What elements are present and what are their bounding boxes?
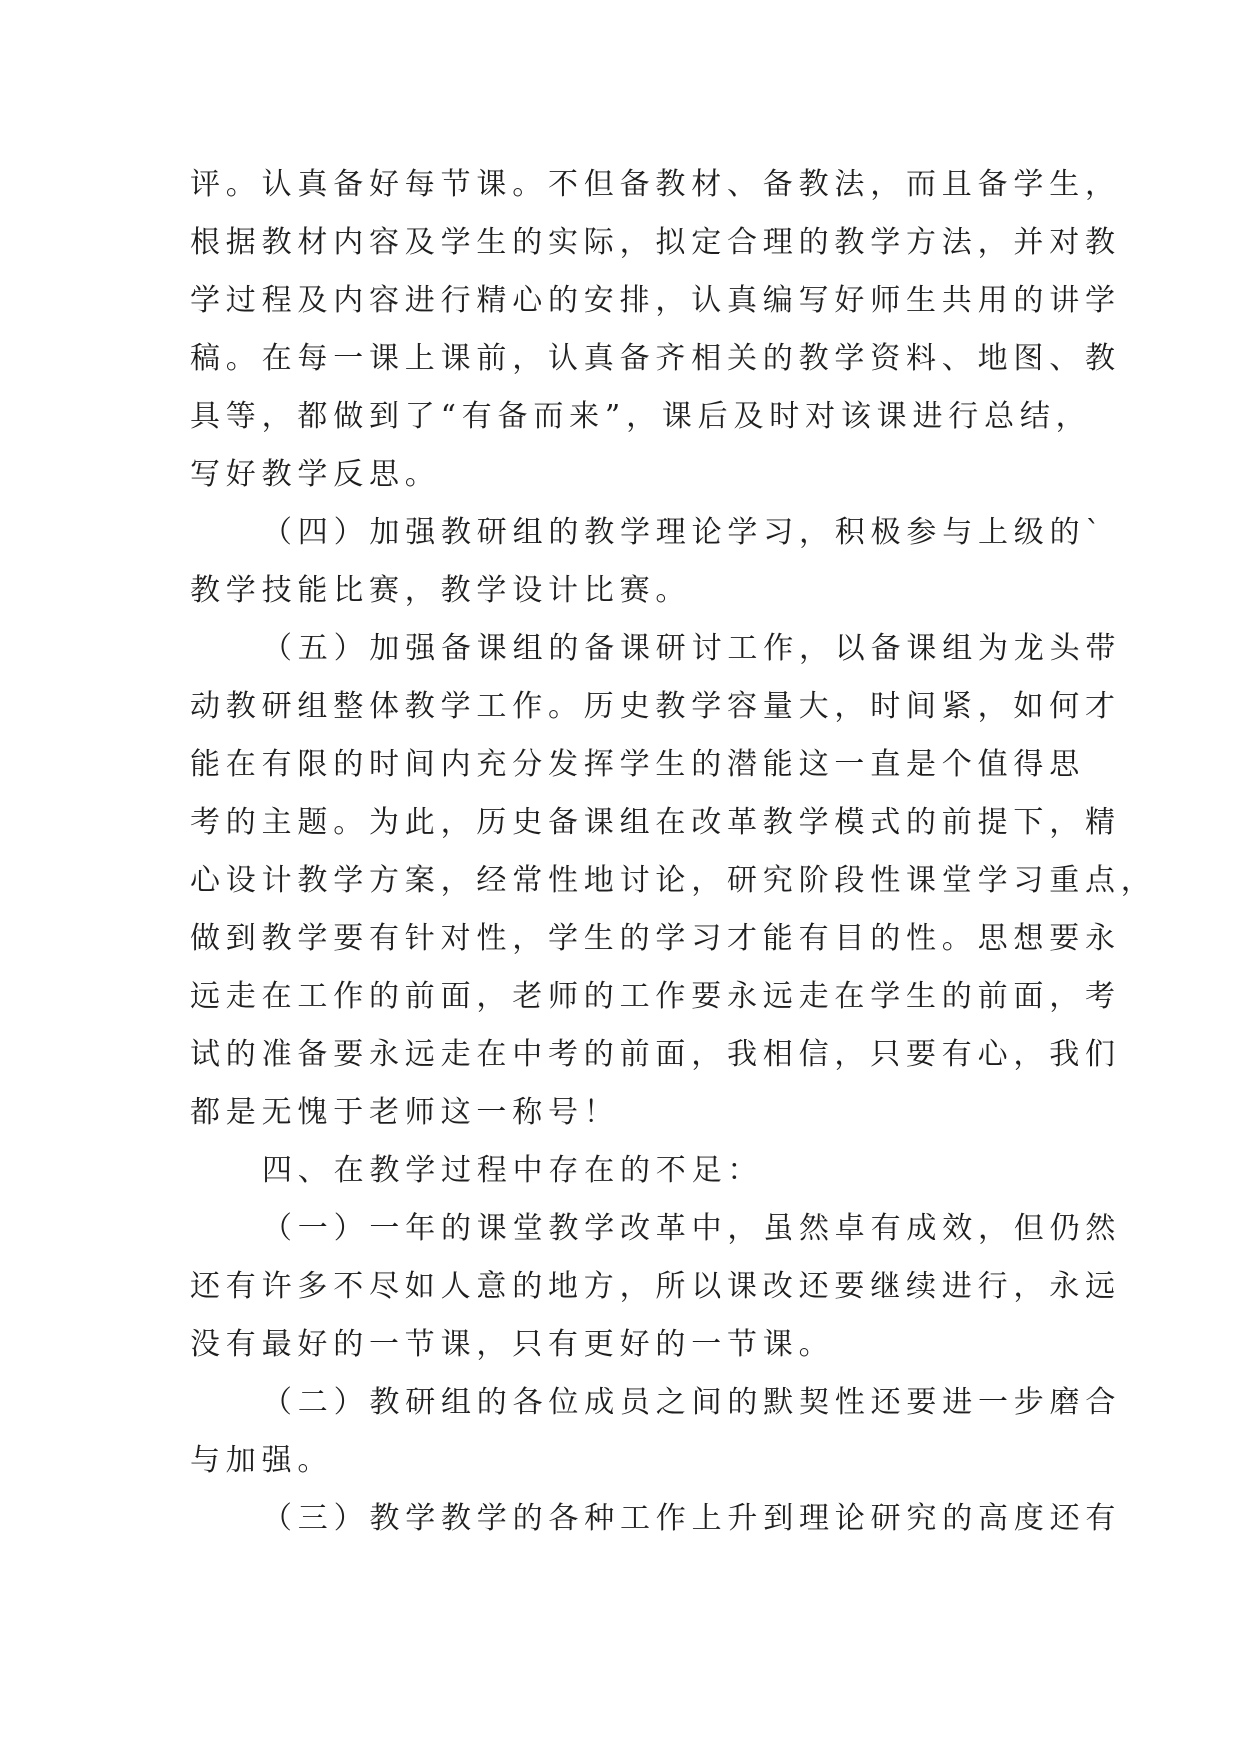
paragraph-heading-two: （二）教研组的各位成员之间的默契性还要进一步磨合 [262, 1385, 1122, 1420]
text-line: 学过程及内容进行精心的安排，认真编写好师生共用的讲学 [190, 283, 1121, 318]
text-line: 与加强。 [190, 1443, 334, 1478]
text-line: 具等，都做到了“有备而来”，课后及时对该课进行总结， [190, 399, 1092, 434]
text-line: 能在有限的时间内充分发挥学生的潜能这一直是个值得思 [190, 747, 1085, 782]
text-line: 还有许多不尽如人意的地方，所以课改还要继续进行，永远 [190, 1269, 1121, 1304]
text-line: 评。认真备好每节课。不但备教材、备教法，而且备学生， [190, 167, 1121, 202]
text-line: 心设计教学方案，经常性地讨论，研究阶段性课堂学习重点， [190, 863, 1157, 898]
section-heading: 四、在教学过程中存在的不足： [262, 1153, 764, 1188]
text-line: 做到教学要有针对性，学生的学习才能有目的性。思想要永 [190, 921, 1121, 956]
text-line: 写好教学反思。 [190, 457, 441, 492]
text-line: 根据教材内容及学生的实际，拟定合理的教学方法，并对教 [190, 225, 1121, 260]
paragraph-heading-one: （一）一年的课堂教学改革中，虽然卓有成效，但仍然 [262, 1211, 1122, 1246]
text-line: 稿。在每一课上课前，认真备齐相关的教学资料、地图、教 [190, 341, 1121, 376]
paragraph-heading-five: （五）加强备课组的备课研讨工作，以备课组为龙头带 [262, 631, 1122, 666]
text-line: 都是无愧于老师这一称号！ [190, 1095, 620, 1130]
text-line: 试的准备要永远走在中考的前面，我相信，只要有心，我们 [190, 1037, 1121, 1072]
paragraph-heading-four: （四）加强教研组的教学理论学习，积极参与上级的` [262, 515, 1107, 550]
text-line: 远走在工作的前面，老师的工作要永远走在学生的前面，考 [190, 979, 1121, 1014]
text-line: 没有最好的一节课，只有更好的一节课。 [190, 1327, 835, 1362]
text-line: 动教研组整体教学工作。历史教学容量大，时间紧，如何才 [190, 689, 1121, 724]
text-line: 考的主题。为此，历史备课组在改革教学模式的前提下，精 [190, 805, 1121, 840]
paragraph-heading-three: （三）教学教学的各种工作上升到理论研究的高度还有 [262, 1501, 1122, 1536]
text-line: 教学技能比赛，教学设计比赛。 [190, 573, 692, 608]
